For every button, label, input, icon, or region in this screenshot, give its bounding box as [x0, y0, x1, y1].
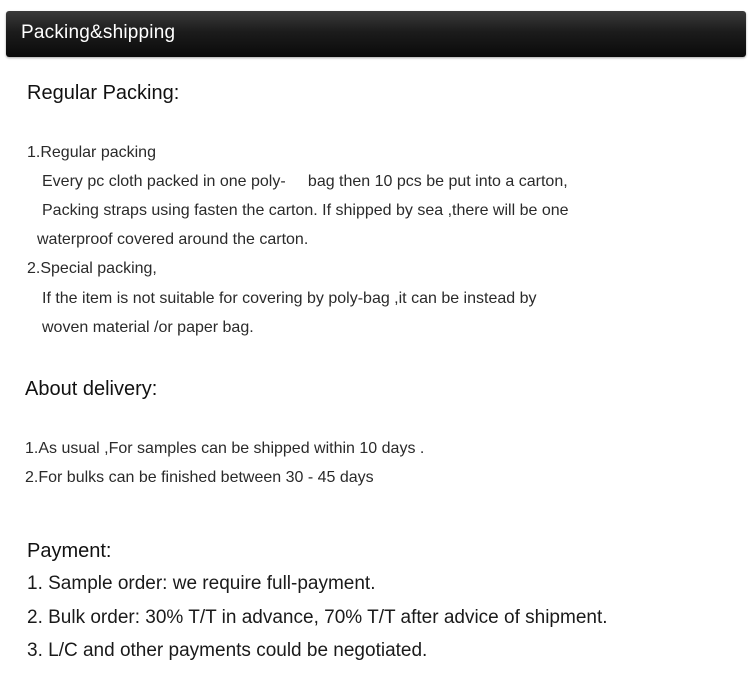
delivery-heading: About delivery:	[25, 378, 158, 400]
special-packing-line: 2.Special packing,	[27, 260, 157, 277]
payment-line: 1. Sample order: we require full-payment.	[27, 573, 376, 594]
payment-heading: Payment:	[27, 540, 112, 562]
special-packing-line: If the item is not suitable for covering by poly-bag ,it can be instead by	[42, 290, 537, 307]
section-header-bar	[6, 11, 746, 57]
regular-packing-line: Packing straps using fasten the carton. If shipped by sea ,there will be one	[42, 202, 569, 219]
regular-packing-line: Every pc cloth packed in one poly- bag then 10 pcs be put into a carton,	[42, 173, 568, 190]
section-header-title: Packing&shipping	[21, 22, 176, 43]
regular-packing-heading: Regular Packing:	[27, 82, 180, 104]
payment-line: 2. Bulk order: 30% T/T in advance, 70% T/T after advice of shipment.	[27, 607, 608, 628]
regular-packing-line: 1.Regular packing	[27, 144, 156, 161]
regular-packing-line: waterproof covered around the carton.	[37, 231, 309, 248]
special-packing-line: woven material /or paper bag.	[42, 319, 254, 336]
payment-line: 3. L/C and other payments could be negotiated.	[27, 640, 428, 661]
delivery-line: 2.For bulks can be finished between 30 - 45 days	[25, 469, 374, 486]
delivery-line: 1.As usual ,For samples can be shipped within 10 days .	[25, 440, 425, 457]
